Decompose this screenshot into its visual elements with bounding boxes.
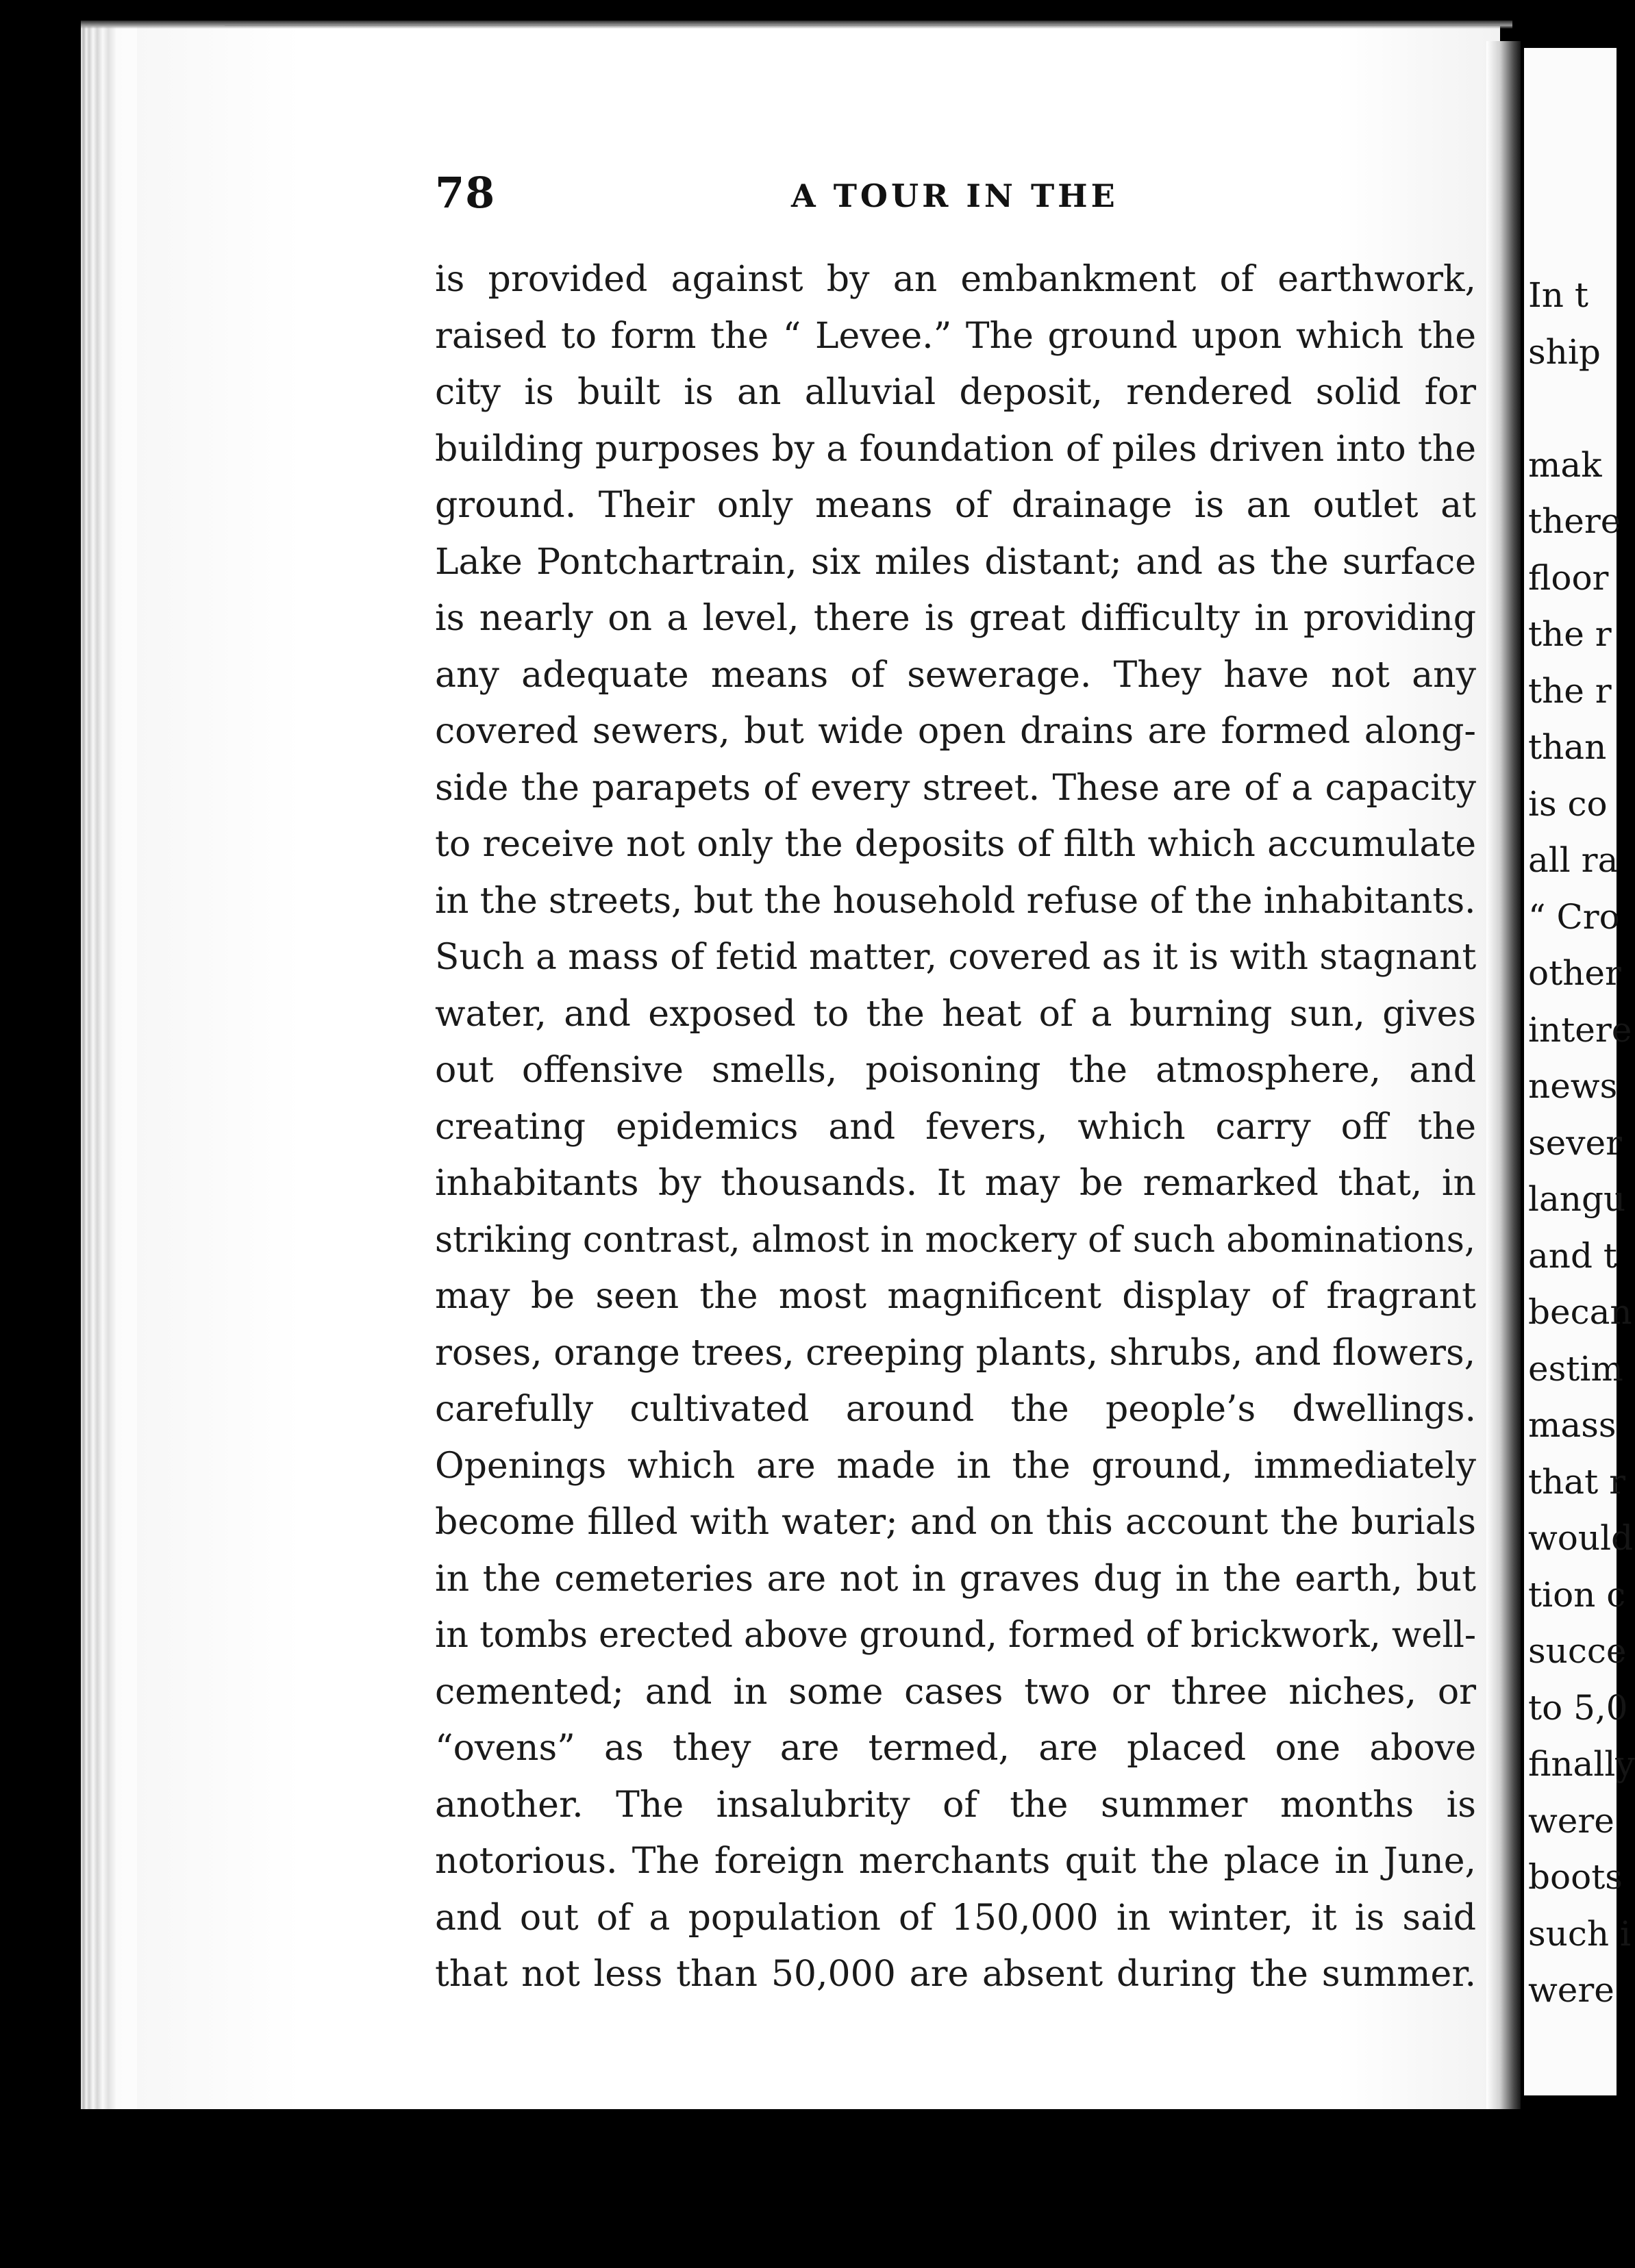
text-line-content: any adequate means of sewerage. They have not any [435, 654, 1476, 696]
text-line-content: that not less than 50,000 are absent during the summer. [435, 1954, 1476, 1995]
text-line [435, 1325, 1476, 1382]
facing-text-line: all ra [1528, 840, 1619, 880]
facing-text-line: that r [1528, 1461, 1625, 1502]
running-title: A TOUR IN THE [791, 177, 1119, 214]
text-line [435, 590, 1476, 647]
text-line-content: Lake Pontchartrain, six miles distant; and as the surface [435, 541, 1476, 583]
text-line [435, 703, 1476, 760]
facing-text-line: the r [1528, 614, 1612, 654]
text-line-content: ground. Their only means of drainage is an outlet at [435, 485, 1476, 526]
text-line-content: building purposes by a foundation of piles driven into the [435, 428, 1476, 470]
text-line [435, 986, 1476, 1043]
facing-text-line: such i [1528, 1913, 1631, 1954]
text-line [435, 421, 1476, 478]
facing-text-line: the r [1528, 670, 1612, 711]
text-line-content: creating epidemics and fevers, which carry off the [435, 1106, 1476, 1148]
facing-text-line: ship [1528, 331, 1601, 372]
facing-text-line: intere [1528, 1009, 1632, 1050]
text-line [435, 760, 1476, 817]
text-line [435, 1494, 1476, 1551]
text-line-content: to receive not only the deposits of filth which accumulate [435, 824, 1476, 865]
text-line-content: city is built is an alluvial deposit, rendered solid for [435, 372, 1476, 413]
text-line-content: in tombs erected above ground, formed of brickwork, well- [435, 1615, 1477, 1656]
body-text [435, 251, 1476, 2003]
text-line [435, 1042, 1476, 1099]
running-head [435, 168, 1476, 223]
text-line [435, 1777, 1476, 1834]
text-line [435, 1099, 1476, 1156]
facing-text-line: there [1528, 501, 1621, 541]
text-line-content: raised to form the “ Levee.” The ground upon which the [435, 315, 1476, 357]
facing-text-line: and t [1528, 1235, 1618, 1276]
text-line [435, 1607, 1476, 1664]
facing-text-line: were [1528, 1800, 1614, 1841]
text-line-content: may be seen the most magnificent display of fragrant [435, 1276, 1476, 1317]
facing-page-text [1528, 267, 1635, 2019]
text-line-content: is nearly on a level, there is great difficulty in providing [435, 598, 1476, 639]
facing-text-line: “ Cro [1528, 896, 1620, 937]
facing-text-line: is co [1528, 783, 1608, 824]
text-line-content: covered sewers, but wide open drains are formed along- [435, 711, 1476, 752]
text-line [435, 816, 1476, 873]
text-line-content: cemented; and in some cases two or three niches, or [435, 1671, 1476, 1713]
facing-text-line: tion c [1528, 1574, 1626, 1615]
page-content [435, 168, 1477, 1995]
facing-text-line: other [1528, 953, 1621, 993]
facing-text-line: than [1528, 727, 1607, 767]
text-line [435, 477, 1476, 534]
text-line [435, 1551, 1476, 1608]
text-line [435, 1155, 1476, 1212]
text-line [435, 873, 1476, 930]
text-line [435, 1946, 1476, 2003]
text-line-content: in the streets, but the household refuse of the inhabitants. [435, 880, 1476, 922]
text-line-content: striking contrast, almost in mockery of such abominations, [435, 1219, 1476, 1261]
text-line-content: another. The insalubrity of the summer months is [435, 1784, 1476, 1826]
facing-text-line: were [1528, 1970, 1614, 2010]
text-line-content: carefully cultivated around the people’s dwellings. [435, 1389, 1476, 1430]
facing-text-line: becan [1528, 1292, 1632, 1332]
facing-text-line: sever [1528, 1122, 1622, 1163]
top-edge-shadow [81, 21, 1512, 29]
text-line [435, 1212, 1476, 1269]
text-line-content: roses, orange trees, creeping plants, shrubs, and flowers, [435, 1332, 1476, 1374]
text-line [435, 1833, 1476, 1890]
text-line [435, 1268, 1476, 1325]
facing-text-line: mak [1528, 444, 1602, 485]
text-line-content: water, and exposed to the heat of a burning sun, gives [435, 993, 1476, 1035]
text-line [435, 364, 1476, 421]
gutter-shadow [1486, 41, 1521, 2109]
facing-text-line: floor [1528, 557, 1609, 598]
facing-text-line: boots [1528, 1857, 1623, 1897]
text-line-content: Such a mass of fetid matter, covered as it is with stagnant [435, 937, 1477, 978]
text-line [435, 1720, 1476, 1777]
text-line [435, 1438, 1476, 1495]
text-line-content: in the cemeteries are not in graves dug in the earth, but [435, 1558, 1476, 1600]
text-line [435, 534, 1476, 591]
text-line-content: side the parapets of every street. These are of a capacity [435, 767, 1476, 809]
facing-text-line [1528, 380, 1635, 437]
text-line-content: out offensive smells, poisoning the atmosphere, and [435, 1050, 1476, 1091]
text-line [435, 929, 1476, 986]
text-line-content: and out of a population of 150,000 in winter, it is said [435, 1897, 1476, 1939]
text-line [435, 1381, 1476, 1438]
text-line-content: become filled with water; and on this account the burials [435, 1502, 1476, 1543]
text-line-content: Openings which are made in the ground, immediately [435, 1445, 1476, 1487]
text-line-content: inhabitants by thousands. It may be remarked that, in [435, 1163, 1476, 1204]
facing-text-line: mass [1528, 1405, 1617, 1445]
facing-text-line: langu [1528, 1179, 1626, 1219]
facing-text-line: estim [1528, 1348, 1623, 1389]
text-line [435, 1664, 1476, 1721]
page-number: 78 [435, 168, 496, 218]
text-line [435, 308, 1476, 365]
facing-text-line: finally [1528, 1744, 1635, 1784]
facing-text-line: to 5,0 [1528, 1687, 1628, 1728]
facing-text-line: In t [1528, 275, 1588, 315]
text-line-content: is provided against by an embankment of earthwork, [435, 259, 1476, 300]
facing-text-line: would [1528, 1518, 1634, 1558]
text-line [435, 647, 1476, 704]
facing-text-line: news [1528, 1066, 1618, 1106]
text-line-content: notorious. The foreign merchants quit the place in June, [435, 1841, 1476, 1882]
text-line [435, 1890, 1476, 1947]
text-line [435, 251, 1476, 308]
facing-text-line: succe [1528, 1631, 1627, 1671]
facing-page [1524, 48, 1635, 2095]
text-line-content: “ovens” as they are termed, are placed one above [435, 1728, 1476, 1769]
